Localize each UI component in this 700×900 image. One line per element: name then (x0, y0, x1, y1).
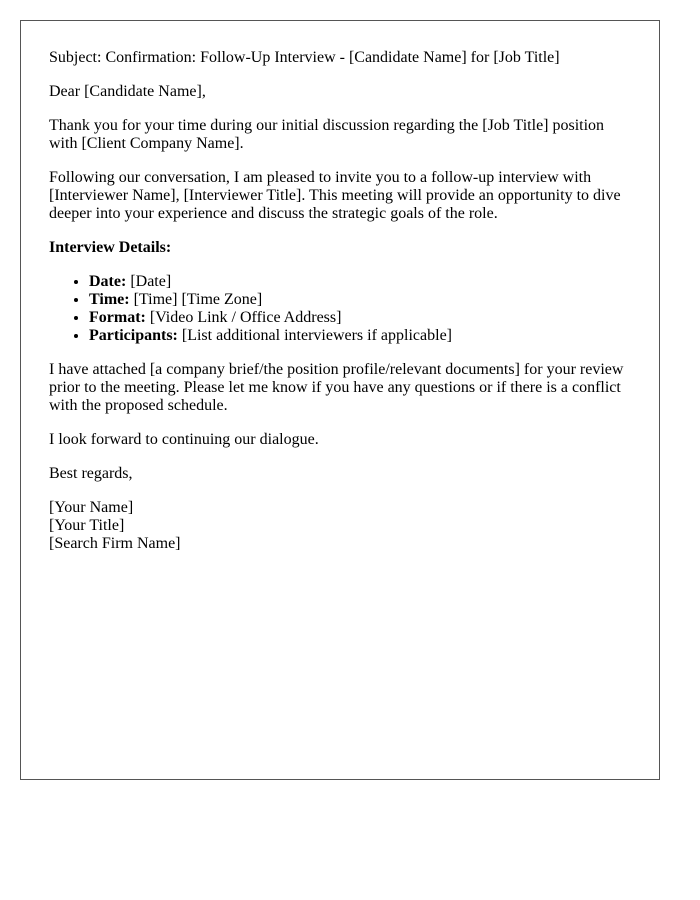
detail-label-format: Format: (89, 309, 146, 326)
signature-title: [Your Title] (49, 517, 125, 534)
detail-label-time: Time: (89, 291, 130, 308)
list-item (89, 273, 631, 291)
detail-value-time: [Time] [Time Zone] (129, 291, 263, 308)
letter-page (20, 20, 660, 780)
detail-label-date: Date: (89, 273, 127, 290)
list-item (89, 327, 631, 345)
signature-name: [Your Name] (49, 499, 134, 516)
detail-label-participants: Participants: (89, 327, 178, 344)
paragraph-closing: I look forward to continuing our dialogue. (49, 431, 319, 448)
list-item (89, 309, 631, 327)
subject-line: Subject: Confirmation: Follow-Up Interview - [Candidate Name] for [Job Title] (49, 49, 560, 66)
detail-value-participants: [List additional interviewers if applicable] (177, 327, 452, 344)
signature-firm: [Search Firm Name] (49, 535, 181, 552)
paragraph-attached: I have attached [a company brief/the position profile/relevant documents] for your review prior to the meeting. Please let me know if you have any questions or if there is a conflict with the proposed schedule. (49, 361, 624, 414)
sign-off: Best regards, (49, 465, 133, 482)
detail-value-date: [Date] (126, 273, 172, 290)
paragraph-invite: Following our conversation, I am pleased to invite you to a follow-up interview with [Interviewer Name], [Interviewer Title]. This meeting will provide an opportunity to dive deeper into your experience and discuss the strategic goals of the role. (49, 169, 621, 222)
signature-block (49, 499, 631, 553)
detail-value-format: [Video Link / Office Address] (145, 309, 342, 326)
paragraph-thanks: Thank you for your time during our initial discussion regarding the [Job Title] position with [Client Company Name]. (49, 117, 605, 152)
details-list (49, 273, 631, 345)
details-heading: Interview Details: (49, 239, 172, 256)
greeting: Dear [Candidate Name], (49, 83, 206, 100)
list-item (89, 291, 631, 309)
